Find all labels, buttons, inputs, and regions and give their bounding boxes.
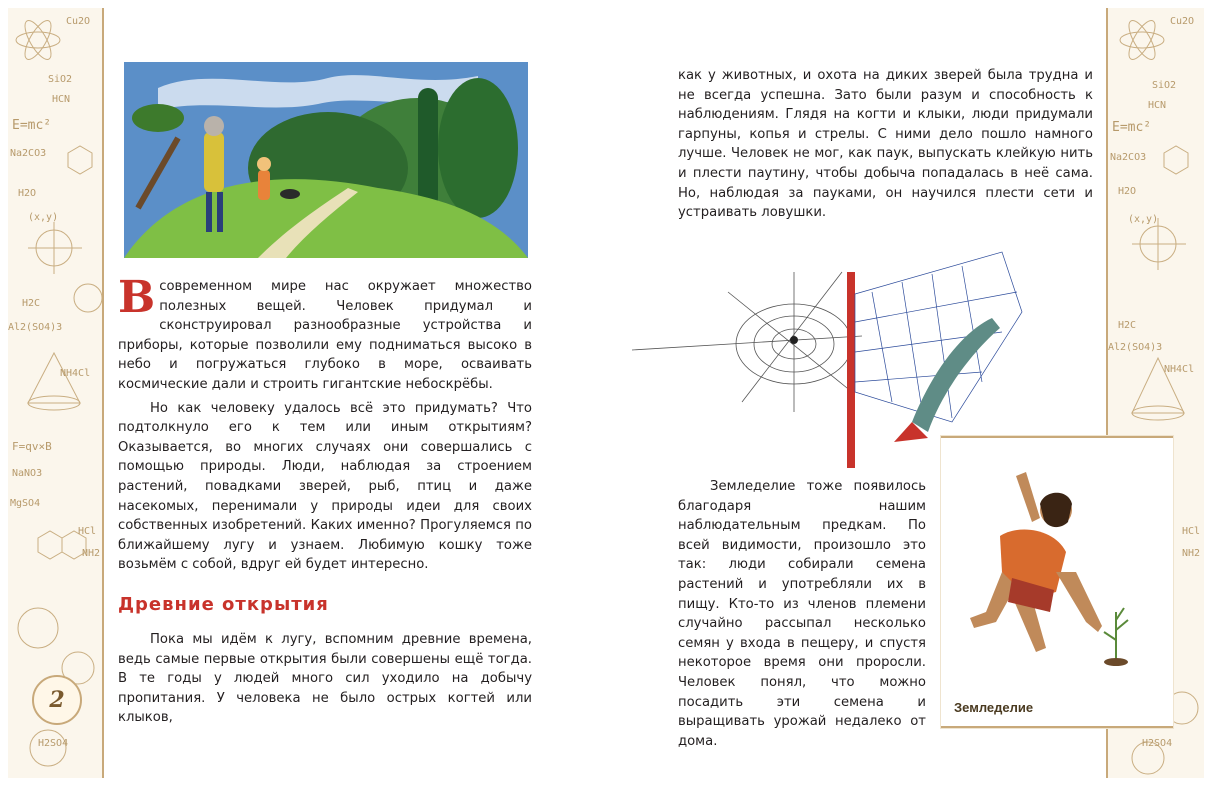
doodle-h2so4: H2SO4 <box>38 738 69 749</box>
doodle-cu2o: Cu2O <box>66 16 91 27</box>
web-and-net-picture <box>632 232 1032 468</box>
doodle-xy: (x,y) <box>28 212 59 223</box>
doodle-h2o: H2O <box>18 188 37 199</box>
doodle-xy-right: (x,y) <box>1128 214 1159 225</box>
section-heading: Древние открытия <box>118 594 329 615</box>
doodle-mgso4: MgSO4 <box>10 498 41 509</box>
doodle-hcl-right: HCl <box>1182 526 1201 537</box>
doodle-hcl: HCl <box>78 526 97 537</box>
doodle-h2c-right: H2C <box>1118 320 1137 331</box>
doodle-sio2-right: SiO2 <box>1152 80 1177 91</box>
drop-cap: В <box>118 272 156 323</box>
doodle-hcn-right: HCN <box>1148 100 1167 111</box>
web-and-net-illustration <box>632 232 1032 468</box>
doodle-h2c: H2C <box>22 298 41 309</box>
doodle-al2so43-right: Al2(SO4)3 <box>1108 342 1163 353</box>
paragraph-hunting: как у животных, и охота на диких зверей была трудна и не всегда успешна. Зато были разум и способность к наблюдениям. Глядя на когти и клыки, люди придумали гарпуны, копья и стрелы. С ними дело пошло намного лучше. Человек не мог, как паук, выпускать клейкую нить и плести паутину, чтобы добыча попадалась в неё сама. Но, наблюдая за пауками, он научился плести сети и устраивать ловушки. <box>678 68 1093 221</box>
doodle-nh4cl: NH4Cl <box>60 368 91 379</box>
farming-text-block <box>678 477 926 751</box>
hunting-text-block <box>678 66 1093 223</box>
intro-paragraph <box>118 272 532 395</box>
doodle-lorentz: F=qv×B <box>12 440 52 453</box>
doodle-na2co3: Na2CO3 <box>10 148 47 159</box>
doodle-emc2: E=mc² <box>12 118 52 133</box>
doodle-nh4cl-right: NH4Cl <box>1164 364 1195 375</box>
ancient-text-block <box>118 630 532 728</box>
doodle-al2so43: Al2(SO4)3 <box>8 322 63 333</box>
doodle-na2co3-right: Na2CO3 <box>1110 152 1147 163</box>
doodle-h2so4-right: H2SO4 <box>1142 738 1173 749</box>
caveman-illustration <box>956 462 1162 674</box>
doodle-nano3: NaNO3 <box>12 468 43 479</box>
meadow-walk-illustration <box>118 58 532 264</box>
meadow-walk-picture <box>118 58 532 264</box>
doodle-cu2o-right: Cu2O <box>1170 16 1195 27</box>
doodle-sio2: SiO2 <box>48 74 73 85</box>
paragraph-questions: Но как человеку удалось всё это придумать? Что подтолкнуло его к тем или иным открытиям? Оказывается, во многих случаях они совершались с помощью природы. Люди, наблюдая за строением растений, повадками зверей, рыб, птиц и даже насекомых, перенимали у природы идеи для своих собственных изобретений. Каких именно? Прогуляемся по ближайшему лугу и узнаем. Любимую кошку тоже возьмём с собой, вдруг ей будет интересно. <box>118 400 532 573</box>
doodle-nh2: NH2 <box>82 548 101 559</box>
paragraph-farming: Земледелие тоже появилось благодаря нашим наблюдательным предкам. По всей видимости, произошло это так: люди собирали семена растений и употребляли их в пищу. Кто-то из членов племени случайно рассыпал несколько семян у входа в пещеру, и спустя некоторое время они проросли. Человек понял, что можно посадить эти семена и выращивать урожай недалеко от дома. <box>678 479 926 749</box>
caveman-picture <box>956 462 1162 674</box>
doodle-h2o-right: H2O <box>1118 186 1137 197</box>
intro-text-block <box>118 272 532 575</box>
paragraph-ancient-times: Пока мы идём к лугу, вспомним древние времена, ведь самые первые открытия были совершены ещё тогда. В те годы у людей много сил уходило на добычу пропитания. У человека не было острых когтей или клыков, <box>118 632 532 726</box>
intro-paragraph-text: современном мире нас окружает множество полезных вещей. Человек придумал и сконструировал разнообразные устройства и приборы, которые позволили ему подниматься высоко в небо и погружаться глубоко в море, осваивать космические дали и строить гигантские небоскрёбы. <box>118 279 532 392</box>
doodle-nh2-right: NH2 <box>1182 548 1201 559</box>
page-number: 2 <box>32 675 82 725</box>
doodle-emc2-right: E=mc² <box>1112 120 1152 135</box>
left-margin-decoration <box>8 8 104 778</box>
doodle-hcn: HCN <box>52 94 71 105</box>
figure-caption: Земледелие <box>954 700 1034 715</box>
